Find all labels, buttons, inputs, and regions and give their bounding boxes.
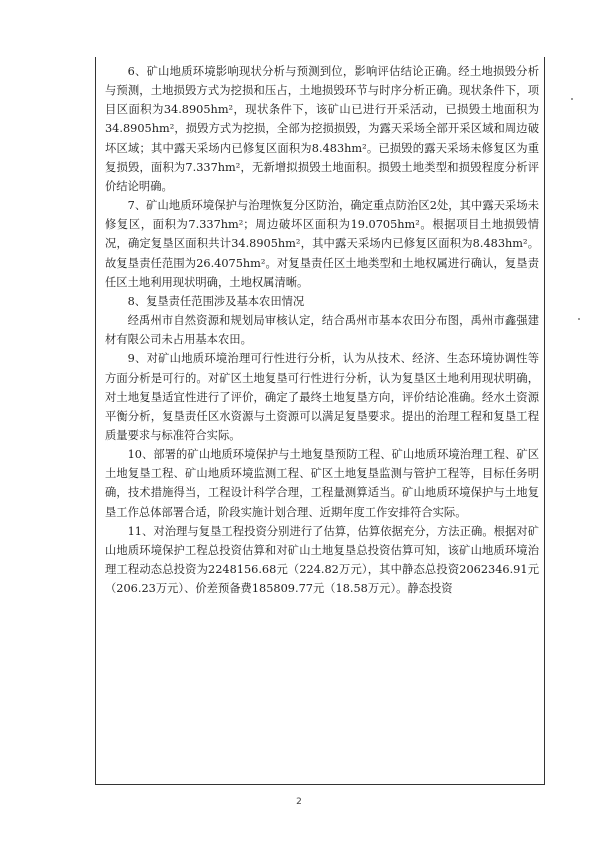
paragraph-8-heading: 8、复垦责任范围涉及基本农田情况 bbox=[127, 294, 305, 308]
paragraph-6: 6、矿山地质环境影响现状分析与预测到位，影响评估结论正确。经土地损毁分析与预测，土地损毁方式为挖损和压占，土地损毁环节与时序分析正确。现状条件下，项目区面积为34.8905hm²，现状条件下，该矿山已进行开采活动，已损毁土地面积为34.8905hm²，损毁方式为挖损，全部为挖损损毁，为露天采场全部开采区域和周边破坏区域；其中露天采场内已修复区面积为8.483hm²。已损毁的露天采场未修复区为重复损毁，面积为7.337hm²，无新增拟损毁土地面积。损毁土地类型和损毁程度分析评价结论明确。 bbox=[105, 65, 539, 193]
paragraph-11: 11、对治理与复垦工程投资分别进行了估算，估算依据充分，方法正确。根据对矿山地质环境保护工程总投资估算和对矿山土地复垦总投资估算可知，该矿山地质环境治理工程动态总投资为2248156.68元（224.82万元），其中静态总投资2062346.91元（206.23万元）、价差预备费185809.77元（18.58万元）。静态投资 bbox=[105, 524, 539, 596]
paragraph-10: 10、部署的矿山地质环境保护与土地复垦预防工程、矿山地质环境治理工程、矿区土地复垦工程、矿山地质环境监测工程、矿区土地复垦监测与管护工程等，目标任务明确，技术措施得当，工程设计科学合理，工程量测算适当。矿山地质环境保护与土地复垦工作总体部署合适，阶段实施计划合理、近期年度工作安排符合实际。 bbox=[105, 448, 539, 519]
page-number: 2 bbox=[296, 797, 302, 807]
paragraph-7: 7、矿山地质环境保护与治理恢复分区防治，确定重点防治区2处，其中露天采场未修复区，面积为7.337hm²；周边破坏区面积为19.0705hm²。根据项目土地损毁情况，确定复垦区面积共计34.8905hm²，其中露天采场内已修复区面积为8.483hm²。故复垦责任范围为26.4075hm²。对复垦责任区土地类型和土地权属进行确认，复垦责任区土地利用现状明确，土地权属清晰。 bbox=[105, 199, 539, 289]
scan-speck bbox=[578, 318, 580, 320]
paragraph-8-body: 经禹州市自然资源和规划局审核认定，结合禹州市基本农田分布图，禹州市鑫强建材有限公司未占用基本农田。 bbox=[105, 314, 539, 347]
scan-speck bbox=[571, 98, 573, 100]
paragraph-9: 9、对矿山地质环境治理可行性进行分析，认为从技术、经济、生态环境协调性等方面分析是可行的。对矿区土地复垦可行性进行分析，认为复垦区土地利用现状明确，对土地复垦适宜性进行了评价，确定了最终土地复垦方向，评价结论准确。经水土资源平衡分析，复垦责任区水资源与土资源可以满足复垦要求。提出的治理工程和复垦工程质量要求与标准符合实际。 bbox=[105, 352, 539, 442]
document-body bbox=[105, 62, 539, 598]
